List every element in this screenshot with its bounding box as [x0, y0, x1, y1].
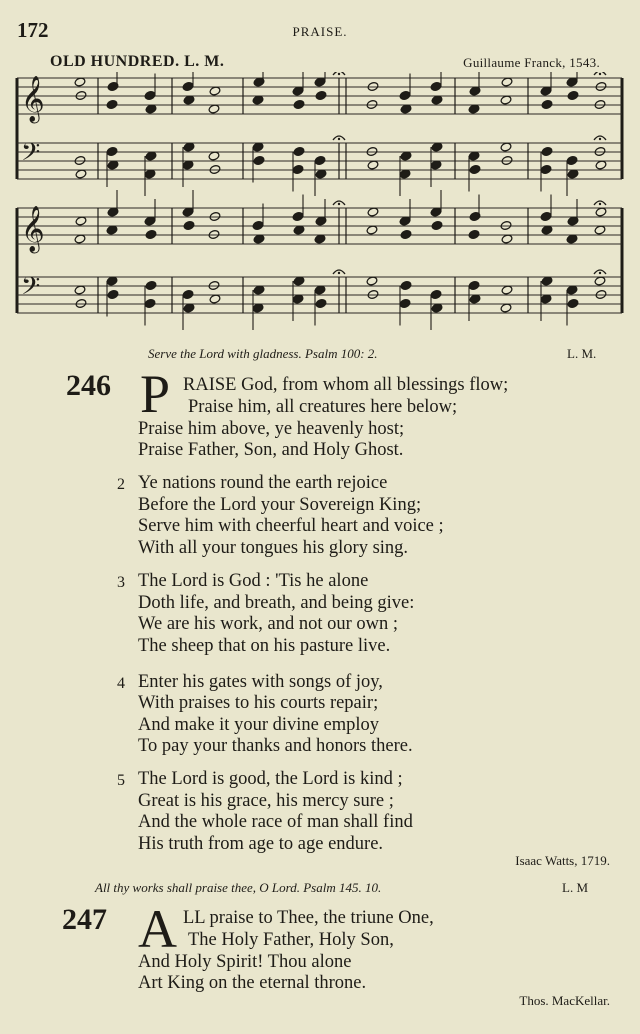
verse-line: Praise Father, Son, and Holy Ghost. [138, 440, 404, 460]
verse-line: With praises to his courts repair; [138, 693, 379, 713]
verse-line: And make it your divine employ [138, 715, 379, 735]
hymn-247-author: Thos. MacKellar. [519, 993, 610, 1008]
note-head [541, 146, 553, 156]
verse-line: Enter his gates with songs of joy, [138, 672, 383, 692]
note-head [183, 220, 195, 230]
fermata-dot [599, 203, 601, 205]
note-head [293, 146, 305, 156]
page-number: 172 [17, 18, 49, 42]
note-head [144, 298, 156, 308]
fermata-dot [338, 73, 340, 75]
note-head [468, 229, 480, 239]
fermata-dot [338, 272, 340, 274]
note-head [540, 211, 552, 221]
hymn-247-first-line: LL praise to Thee, the triune One, [183, 908, 434, 928]
verse-line: Before the Lord your Sovereign King; [138, 495, 422, 515]
note-head [253, 155, 265, 165]
note-head [399, 90, 411, 100]
hymn-246-caption: Serve the Lord with gladness. Psalm 100: 2. [148, 346, 378, 361]
note-head [541, 99, 553, 109]
note-head [145, 280, 157, 290]
note-head [540, 164, 552, 174]
running-head: PRAISE. [292, 24, 348, 39]
hymn-246-first-line: RAISE God, from whom all blessings flow; [183, 375, 509, 395]
note-head [292, 211, 304, 221]
fermata-dot [338, 203, 340, 205]
note-head [145, 229, 157, 239]
verse-line: With all your tongues his glory sing. [138, 538, 409, 558]
verse-line: The sheep that on his pasture live. [138, 636, 391, 656]
note-head [292, 164, 304, 174]
verse-line: The Lord is God : 'Tis he alone [138, 571, 369, 591]
verse-line: Serve him with cheerful heart and voice ; [138, 516, 444, 536]
verse-line: The Holy Father, Holy Son, [188, 930, 394, 950]
verse-line: Ye nations round the earth rejoice [138, 473, 388, 493]
note-head [315, 90, 327, 100]
note-head [293, 99, 305, 109]
hymn-247-caption: All thy works shall praise thee, O Lord. Psalm 145. 10. [95, 880, 382, 895]
verse-line: And the whole race of man shall find [138, 812, 413, 832]
hymn-247-meter: L. M [562, 880, 588, 895]
note-head [468, 280, 480, 290]
hymn-247-number: 247 [62, 903, 107, 936]
note-head [315, 298, 327, 308]
verse-line: Great is his grace, his mercy sure ; [138, 791, 394, 811]
fermata-dot [338, 138, 340, 140]
verse-line: And Holy Spirit! Thou alone [138, 952, 352, 972]
note-head [400, 280, 412, 290]
note-head [107, 289, 119, 299]
stanza-number: 3 [117, 574, 125, 591]
hymn-246-drop-cap: P [140, 364, 171, 424]
note-head [430, 81, 442, 91]
hymn-246-meter: L. M. [567, 346, 597, 361]
verse-line: His truth from age to age endure. [138, 834, 384, 854]
verse-line: Art King on the eternal throne. [138, 973, 367, 993]
note-head [106, 146, 118, 156]
note-head [106, 99, 118, 109]
treble-clef-icon: 𝄞 [21, 206, 45, 252]
note-head [182, 289, 194, 299]
verse-line: Doth life, and breath, and being give: [138, 593, 415, 613]
bass-clef-icon: 𝄢 [21, 138, 41, 173]
verse-line: To pay your thanks and honors there. [138, 736, 413, 756]
note-head [399, 298, 411, 308]
tune-composer: Guillaume Franck, 1543. [463, 55, 600, 70]
hymn-246-author: Isaac Watts, 1719. [515, 853, 610, 868]
fermata-dot [599, 272, 601, 274]
treble-clef-icon: 𝄞 [21, 76, 45, 122]
fermata-dot [599, 73, 601, 75]
note-head [567, 298, 579, 308]
bass-clef-icon: 𝄢 [21, 272, 41, 307]
note-head [469, 164, 481, 174]
stanza-number: 2 [117, 476, 125, 493]
note-head [252, 220, 264, 230]
note-head [400, 229, 412, 239]
note-head [430, 289, 442, 299]
note-head [431, 220, 443, 230]
fermata-dot [599, 138, 601, 140]
verse-line: Praise him, all creatures here below; [188, 397, 458, 417]
note-head [314, 155, 326, 165]
note-head [182, 81, 194, 91]
verse-line: We are his work, and not our own ; [138, 614, 399, 634]
note-head [566, 155, 578, 165]
verse-line: The Lord is good, the Lord is kind ; [138, 769, 403, 789]
note-head [567, 90, 579, 100]
hymn-246-number: 246 [66, 369, 111, 402]
stanza-number: 4 [117, 675, 125, 692]
music-score [0, 72, 640, 334]
verse-line: Praise him above, ye heavenly host; [138, 419, 405, 439]
hymn-247-drop-cap: A [138, 899, 177, 959]
tune-name: OLD HUNDRED. L. M. [50, 53, 225, 70]
note-head [144, 90, 156, 100]
stanza-number: 5 [117, 772, 125, 789]
